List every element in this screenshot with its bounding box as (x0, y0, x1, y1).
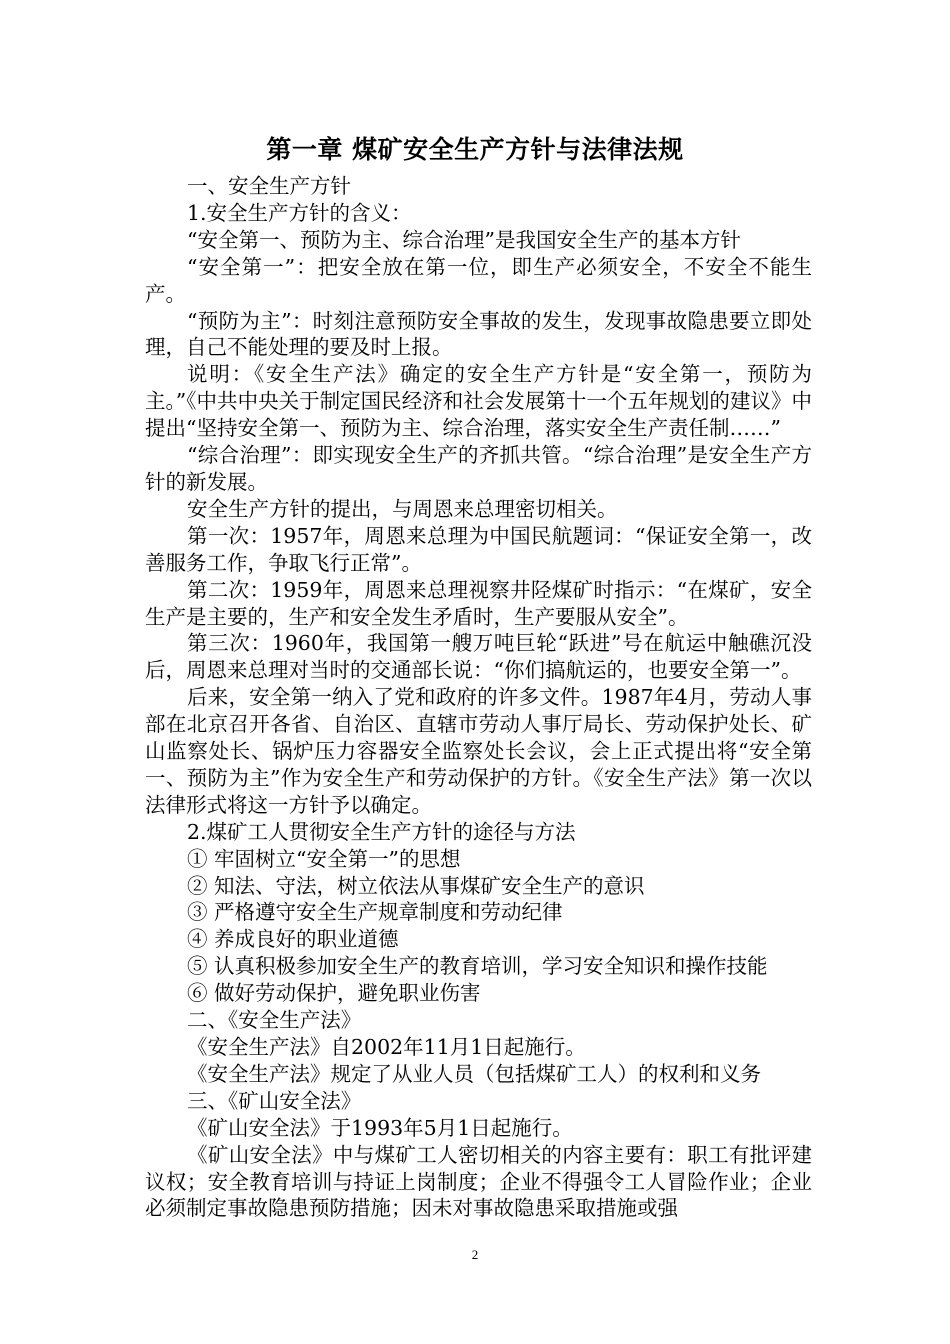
section-heading-mine-safety-law: 三、《矿山安全法》 (187, 1088, 362, 1113)
list-item: ② 知法、守法，树立依法从事煤矿安全生产的意识 (187, 873, 645, 898)
paragraph: 第二次：1959年，周恩来总理视察井陉煤矿时指示：“在煤矿，安全生产是主要的，生产和安全发生矛盾时，生产要服从安全”。 (145, 577, 812, 629)
subsection-heading-policy-meaning: 1.安全生产方针的含义： (187, 200, 412, 225)
paragraph: 第三次：1960年，我国第一艘万吨巨轮“跃进”号在航运中触礁沉没后，周恩来总理对当时的交通部长说：“你们搞航运的，也要安全第一”。 (145, 631, 812, 683)
paragraph: 安全生产方针的提出，与周恩来总理密切相关。 (187, 496, 618, 521)
list-item: ④ 养成良好的职业道德 (187, 927, 399, 952)
paragraph: “综合治理”：即实现安全生产的齐抓共管。“综合治理”是安全生产方针的新发展。 (145, 443, 812, 494)
list-item: ⑤ 认真积极参加安全生产的教育培训，学习安全知识和操作技能 (187, 954, 768, 979)
paragraph: “预防为主”：时刻注意预防安全事故的发生，发现事故隐患要立即处理，自己不能处理的要及时上报。 (145, 308, 812, 360)
document-body (145, 173, 812, 1222)
paragraph: 第一次：1957年，周恩来总理为中国民航题词：“保证安全第一，改善服务工作，争取飞行正常”。 (145, 523, 812, 575)
paragraph: “安全第一、预防为主、综合治理”是我国安全生产的基本方针 (187, 227, 741, 252)
subsection-heading-methods: 2.煤矿工人贯彻安全生产方针的途径与方法 (187, 819, 576, 844)
paragraph: “安全第一”：把安全放在第一位，即生产必须安全，不安全不能生产。 (145, 254, 812, 306)
list-item: ③ 严格遵守安全生产规章制度和劳动纪律 (187, 900, 563, 925)
paragraph: 《安全生产法》规定了从业人员（包括煤矿工人）的权利和义务 (187, 1061, 761, 1086)
list-item: ① 牢固树立“安全第一”的思想 (187, 846, 461, 871)
list-item: ⑥ 做好劳动保护，避免职业伤害 (187, 981, 481, 1006)
section-heading-work-safety-law: 二、《安全生产法》 (187, 1008, 362, 1033)
paragraph: 《安全生产法》自2002年11月1日起施行。 (187, 1035, 586, 1059)
paragraph: 说明：《安全生产法》确定的安全生产方针是“安全第一，预防为主。”《中共中央关于制定国民经济和社会发展第十一个五年规划的建议》中提出“坚持安全第一、预防为主、综合治理，落实安全生产责任制……” (145, 362, 812, 441)
paragraph: 后来，安全第一纳入了党和政府的许多文件。1987年4月，劳动人事部在北京召开各省、自治区、直辖市劳动人事厅局长、劳动保护处长、矿山监察处长、锅炉压力容器安全监察处长会议，会上正式提出将“安全第一、预防为主”作为安全生产和劳动保护的方针。《安全生产法》第一次以法律形式将这一方针予以确定。 (145, 685, 812, 817)
chapter-title: 第一章 煤矿安全生产方针与法律法规 (266, 135, 684, 164)
paragraph: 《矿山安全法》中与煤矿工人密切相关的内容主要有：职工有批评建议权；安全教育培训与持证上岗制度；企业不得强令工人冒险作业；企业必须制定事故隐患预防措施；因未对事故隐患采取措施或强 (145, 1142, 812, 1221)
paragraph: 《矿山安全法》于1993年5月1日起施行。 (187, 1115, 573, 1140)
section-heading-safety-policy: 一、安全生产方针 (187, 174, 351, 198)
page-number: 2 (471, 1247, 479, 1262)
